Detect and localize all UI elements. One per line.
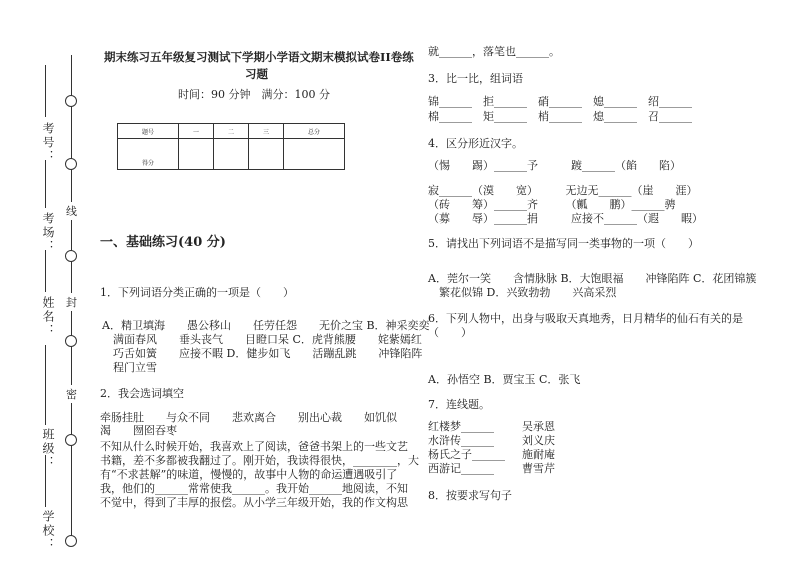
score-cell[interactable] <box>284 139 345 170</box>
q7-right-item: 刘义庆 <box>522 434 555 447</box>
exam-number-label: 考号： <box>41 122 55 164</box>
binding-hole <box>65 158 77 170</box>
score-header-cell: 二 <box>214 124 249 139</box>
score-header-cell: 题号 <box>118 124 179 139</box>
class-field[interactable] <box>45 345 46 425</box>
q7-right-item: 吴承恩 <box>522 420 555 433</box>
exam-room-label: 考场： <box>41 212 55 254</box>
q5-option-line: 繁花似锦 D．兴致勃勃 兴高采烈 <box>428 286 617 299</box>
q2-paragraph-line: 不觉中，得到了丰厚的报偿。从小学三年级开始，我的作文构思 <box>100 496 408 509</box>
score-cell[interactable] <box>249 139 284 170</box>
q7-right-item: 施耐庵 <box>522 448 555 461</box>
binding-hole <box>65 250 77 262</box>
q2-paragraph-line: 书籍，差不多都被我翻过了。刚开始，我读得很快，________，大 <box>100 454 419 467</box>
seal-char: 封 <box>66 293 77 311</box>
score-cell[interactable] <box>179 139 214 170</box>
q7-left-item: 杨氏之子______ <box>428 448 505 461</box>
binding-hole <box>65 95 77 107</box>
exam-time-info: 时间：90 分钟 满分：100 分 <box>178 88 330 101</box>
q6-options: A．孙悟空 B．贾宝玉 C．张飞 <box>428 373 581 386</box>
school-label: 学校： <box>41 510 55 552</box>
q4-row: （募 辱）______捐 应接不______（遐 暇） <box>428 212 703 225</box>
score-header-cell: 总分 <box>284 124 345 139</box>
q1-option-line: 程门立雪 <box>102 361 157 374</box>
binding-hole <box>65 434 77 446</box>
exam-title-line2: 习题 <box>245 67 268 81</box>
question-7: 7．连线题。 <box>428 398 490 411</box>
question-4: 4．区分形近汉字。 <box>428 137 523 150</box>
q1-option-line: A．精卫填海 愚公移山 任劳任怨 无价之宝 B．神采奕奕 <box>102 319 430 332</box>
q4-row: （惕 踢）______予 踱______（餡 陷） <box>428 159 681 172</box>
question-6: 6．下列人物中，出身与吸取天真地秀，日月精华的仙石有关的是 <box>428 312 743 325</box>
q2-word-list: 渴 囫囵吞枣 <box>100 424 177 437</box>
q2-paragraph-line: 我，他们的______常常使我______。我开始______地阅读，不知 <box>100 482 408 495</box>
score-header-cell: 一 <box>179 124 214 139</box>
q2-word-list: 牵肠挂肚 与众不同 悲欢离合 别出心裁 如饥似 <box>100 411 397 424</box>
question-5: 5．请找出下列词语不是描写同一类事物的一项（ ） <box>428 237 699 250</box>
q5-option-line: A．莞尔一笑 含情脉脉 B．大饱眼福 冲锋陷阵 C．花团锦簇 <box>428 272 757 285</box>
score-table <box>117 123 345 170</box>
q7-left-item: 红楼梦______ <box>428 420 494 433</box>
question-2: 2．我会选词填空 <box>100 387 184 400</box>
question-6-bracket: （ ） <box>428 326 472 339</box>
q1-option-line: 满面春风 垂头丧气 目瞪口呆 C．虎背熊腰 姹紫嫣红 <box>102 333 422 346</box>
exam-title-line1: 期末练习五年级复习测试下学期小学语文期末模拟试卷II卷练 <box>104 50 414 64</box>
question-1: 1．下列词语分类正确的一项是（ ） <box>100 286 294 299</box>
q7-left-item: 水浒传______ <box>428 434 494 447</box>
q2-continuation: 就______，落笔也______。 <box>428 45 560 58</box>
question-8: 8．按要求写句子 <box>428 489 512 502</box>
score-header-cell: 三 <box>249 124 284 139</box>
exam-room-field[interactable] <box>45 160 46 208</box>
name-label: 姓名： <box>41 296 55 338</box>
q3-row: 棉______ 矩______ 梢______ 熄______ 召______ <box>428 110 692 123</box>
binding-hole <box>65 535 77 547</box>
q7-right-item: 曹雪芹 <box>522 462 555 475</box>
seal-char: 密 <box>66 385 77 403</box>
score-cell[interactable] <box>214 139 249 170</box>
binding-strip <box>0 0 88 565</box>
score-row-label: 得分 <box>118 139 179 170</box>
q1-option-line: 巧舌如簧 应接不暇 D．健步如飞 活蹦乱跳 冲锋陷阵 <box>102 347 423 360</box>
q3-row: 锦______ 拒______ 硝______ 媳______ 绍______ <box>428 95 692 108</box>
q4-row: （砖 筹）______齐 （瓤 鹏）______骋 <box>428 198 676 211</box>
question-3: 3．比一比，组词语 <box>428 72 523 85</box>
exam-number-field[interactable] <box>45 65 46 117</box>
q2-paragraph-line: 不知从什么时候开始，我喜欢上了阅读，爸爸书架上的一些文艺 <box>100 440 408 453</box>
section-heading: 一、基础练习(40 分) <box>100 235 226 250</box>
q7-left-item: 西游记______ <box>428 462 494 475</box>
q4-row: 寂______（漠 宽） 无边无______（崖 涯） <box>428 184 698 197</box>
q2-paragraph-line: 有“不求甚解”的味道，慢慢的，故事中人物的命运遭遇吸引了 <box>100 468 398 481</box>
school-field[interactable] <box>45 455 46 507</box>
class-label: 班级： <box>41 428 55 470</box>
name-field[interactable] <box>45 250 46 292</box>
seal-char: 线 <box>66 202 77 220</box>
binding-hole <box>65 335 77 347</box>
